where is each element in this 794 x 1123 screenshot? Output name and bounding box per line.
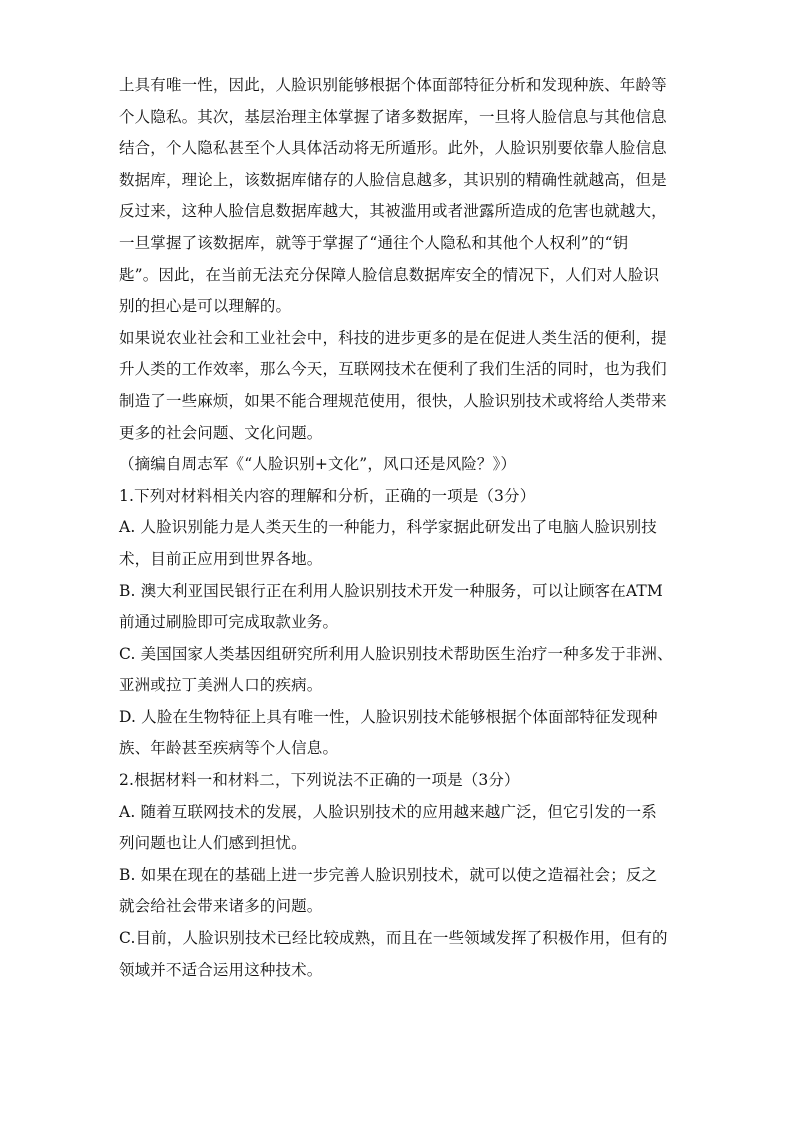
question-1-stem: 1.下列对材料相关内容的理解和分析，正确的一项是（3分） xyxy=(119,486,536,505)
text-line: 制造了一些麻烦，如果不能合理规范使用，很快，人脸识别技术或将给人类带来 xyxy=(119,391,667,410)
question-2-stem: 2.根据材料一和材料二，下列说法不正确的一项是（3分） xyxy=(119,771,520,790)
text-line: 如果说农业社会和工业社会中，科技的进步更多的是在促进人类生活的便利，提 xyxy=(119,328,667,347)
question-2-option-b: B. 如果在现在的基础上进一步完善人脸识别技术，就可以使之造福社会；反之 xyxy=(119,865,658,884)
question-2-option-b-cont: 就会给社会带来诸多的问题。 xyxy=(119,897,323,916)
question-1-option-c-cont: 亚洲或拉丁美洲人口的疾病。 xyxy=(119,676,323,695)
text-line: 上具有唯一性，因此，人脸识别能够根据个体面部特征分析和发现种族、年龄等 xyxy=(119,76,667,94)
question-2-option-a: A. 随着互联网技术的发展，人脸识别技术的应用越来越广泛，但它引发的一系 xyxy=(119,802,657,821)
text-line: 别的担心是可以理解的。 xyxy=(119,297,292,316)
text-line: 反过来，这种人脸信息数据库越大，其被滥用或者泄露所造成的危害也就越大， xyxy=(119,202,667,221)
text-line: 数据库，理论上，该数据库储存的人脸信息越多，其识别的精确性就越高，但是 xyxy=(119,170,667,189)
text-line: 更多的社会问题、文化问题。 xyxy=(119,423,323,442)
text-line: 升人类的工作效率，那么今天，互联网技术在便利了我们生活的同时，也为我们 xyxy=(119,360,667,379)
question-1-option-d: D. 人脸在生物特征上具有唯一性，人脸识别技术能够根据个体面部特征发现种 xyxy=(119,707,658,726)
text-body xyxy=(119,70,679,986)
question-2-option-c-cont: 领域并不适合运用这种技术。 xyxy=(119,960,323,979)
question-1-option-c: C. 美国国家人类基因组研究所利用人脸识别技术帮助医生治疗一种多发于非洲、 xyxy=(119,644,673,663)
question-2-option-a-cont: 列问题也让人们感到担忧。 xyxy=(119,834,307,853)
text-line: 一旦掌握了该数据库，就等于掌握了“通往个人隐私和其他个人权利”的“钥 xyxy=(119,233,629,252)
question-1-option-a: A. 人脸识别能力是人类天生的一种能力，科学家据此研发出了电脑人脸识别技 xyxy=(119,518,657,537)
question-1-option-b: B. 澳大利亚国民银行正在利用人脸识别技术开发一种服务，可以让顾客在ATM xyxy=(119,581,663,600)
question-1-option-d-cont: 族、年龄甚至疾病等个人信息。 xyxy=(119,739,339,758)
text-line: 个人隐私。其次，基层治理主体掌握了诸多数据库，一旦将人脸信息与其他信息 xyxy=(119,107,667,126)
source-citation: （摘编自周志军《“人脸识别+文化”，风口还是风险？》） xyxy=(119,455,517,474)
question-2-option-c: C.目前，人脸识别技术已经比较成熟，而且在一些领域发挥了积极作用，但有的 xyxy=(119,929,668,948)
text-line: 匙”。因此，在当前无法充分保障人脸信息数据库安全的情况下，人们对人脸识 xyxy=(119,265,660,284)
text-line: 结合，个人隐私甚至个人具体活动将无所遁形。此外，人脸识别要依靠人脸信息 xyxy=(119,139,667,158)
question-1-option-a-cont: 术，目前正应用到世界各地。 xyxy=(119,549,323,568)
question-1-option-b-cont: 前通过刷脸即可完成取款业务。 xyxy=(119,613,339,632)
